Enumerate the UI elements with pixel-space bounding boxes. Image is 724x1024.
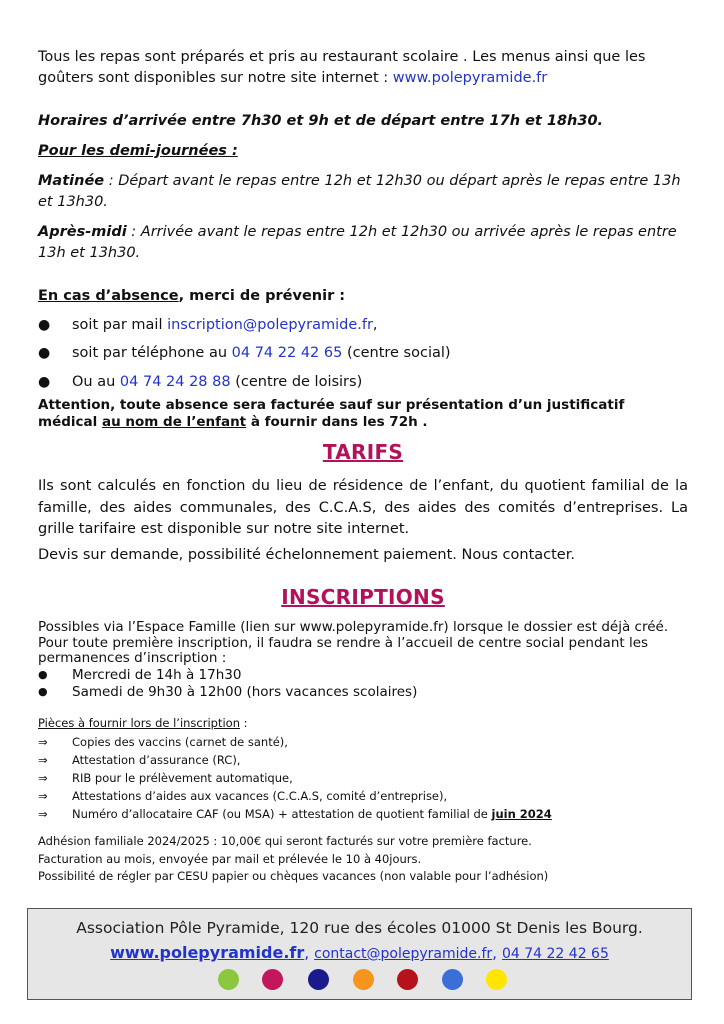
absence-title-underlined: En cas d’absence (38, 288, 179, 304)
absence-warning (38, 397, 668, 431)
afternoon-text: : Arrivée avant le repas entre 12h et 12h30 ou arrivée après le repas entre 13h et 13h30. (38, 224, 677, 261)
brand-dot-icon (442, 969, 463, 990)
absence-item-suffix: (centre social) (342, 345, 451, 361)
footer-box (27, 908, 692, 1000)
pieces-title-underlined: Pièces à fournir lors de l’inscription (38, 716, 241, 730)
inscriptions-paragraph: Possibles via l’Espace Famille (lien sur www.polepyramide.fr) lorsque le dossier est déjà créé. Pour toute première inscription, il faudra se rendre à l’accueil de centre social pendant les permanences d’inscription : (38, 619, 669, 666)
arrow-icon: ⇒ (38, 771, 48, 785)
arrow-icon: ⇒ (38, 753, 48, 767)
absence-title-rest: , merci de prévenir : (178, 288, 346, 304)
brand-dot-icon (308, 969, 329, 990)
note-billing: Facturation au mois, envoyée par mail et prélevée le 10 à 40jours. (38, 851, 422, 866)
piece-label: Attestations d’aides aux vacances (C.C.A.S, comité d’entreprise), (72, 789, 448, 803)
piece-label: Numéro d’allocataire CAF (ou MSA) + attestation de quotient familial de (72, 807, 492, 821)
notes-block (38, 833, 688, 886)
website-link[interactable]: www.polepyramide.fr (392, 70, 548, 86)
afternoon-paragraph (38, 222, 678, 264)
tarifs-paragraph: Ils sont calculés en fonction du lieu de résidence de l’enfant, du quotient familial de la famille, des aides communales, des C.C.A.S, des aides des comités d’entreprises. La grille tarifaire est disponible sur notre site internet. (38, 478, 688, 537)
brand-dots (28, 969, 691, 991)
pieces-title (38, 715, 688, 731)
phone-link-social-center[interactable]: 04 74 22 42 65 (231, 345, 343, 361)
schedule-item-label: Samedi de 9h30 à 12h00 (hors vacances scolaires) (72, 684, 418, 700)
absence-item-prefix: soit par téléphone au (72, 345, 232, 361)
piece-label-bold: juin 2024 (491, 807, 552, 821)
intro-text: Tous les repas sont préparés et pris au restaurant scolaire . Les menus ainsi que les goûters sont disponibles sur notre site internet : (38, 49, 646, 86)
hours-line: Horaires d’arrivée entre 7h30 et 9h et de départ entre 17h et 18h30. (38, 113, 604, 129)
note-payment: Possibilité de régler par CESU papier ou chèques vacances (non valable pour l’adhésion) (38, 869, 549, 883)
note-membership: Adhésion familiale 2024/2025 : 10,00€ qui seront facturés sur votre première facture. (38, 834, 532, 848)
bullet-icon: ● (38, 317, 51, 333)
arrow-icon: ⇒ (38, 807, 48, 821)
footer-email-link[interactable]: contact@polepyramide.fr (314, 946, 493, 962)
absence-item-suffix: (centre de loisirs) (230, 374, 363, 390)
tarifs-heading: TARIFS (322, 440, 404, 464)
footer-address: Association Pôle Pyramide, 120 rue des écoles 01000 St Denis les Bourg. (76, 919, 643, 937)
bullet-icon: ● (38, 685, 48, 698)
piece-label: Copies des vaccins (carnet de santé), (72, 735, 288, 749)
tarifs-contact-line: Devis sur demande, possibilité échelonnement paiement. Nous contacter. (38, 547, 575, 563)
morning-label: Matinée (38, 173, 105, 189)
piece-label: RIB pour le prélèvement automatique, (72, 771, 293, 785)
email-link[interactable]: inscription@polepyramide.fr (167, 317, 373, 333)
pieces-title-colon: : (240, 716, 248, 730)
footer-website-link[interactable]: www.polepyramide.fr (110, 943, 305, 962)
warning-text-b: à fournir dans les 72h . (246, 414, 428, 430)
morning-text: : Départ avant le repas entre 12h et 12h30 ou départ après le repas entre 13h et 13h30. (38, 173, 681, 210)
brand-dot-icon (353, 969, 374, 990)
afternoon-label: Après-midi (38, 224, 127, 240)
bullet-icon: ● (38, 345, 51, 361)
schedule-item-label: Mercredi de 14h à 17h30 (72, 667, 242, 683)
warning-text-underlined: au nom de l’enfant (101, 414, 247, 430)
piece-label: Attestation d’assurance (RC), (72, 753, 241, 767)
phone-link-leisure-center[interactable]: 04 74 24 28 88 (119, 374, 231, 390)
brand-dot-icon (218, 969, 239, 990)
arrow-icon: ⇒ (38, 789, 48, 803)
bullet-icon: ● (38, 668, 48, 681)
footer-separator: , (492, 944, 502, 962)
warning-text-a: Attention, toute absence sera facturée sauf sur présentation d’un justificatif médical (38, 397, 625, 430)
bullet-icon: ● (38, 374, 51, 390)
footer-separator: , (304, 944, 315, 962)
absence-title (38, 286, 688, 307)
inscriptions-heading: INSCRIPTIONS (281, 585, 445, 609)
absence-item-prefix: soit par mail (72, 317, 168, 333)
intro-paragraph (38, 47, 688, 89)
half-days-title: Pour les demi-journées : (38, 143, 238, 159)
arrow-icon: ⇒ (38, 735, 48, 749)
brand-dot-icon (486, 969, 507, 990)
morning-paragraph (38, 171, 688, 213)
absence-item-suffix: , (372, 317, 378, 333)
footer-phone-link[interactable]: 04 74 22 42 65 (502, 946, 609, 962)
brand-dot-icon (397, 969, 418, 990)
absence-item-prefix: Ou au (72, 374, 120, 390)
footer-contacts (28, 943, 691, 962)
brand-dot-icon (262, 969, 283, 990)
